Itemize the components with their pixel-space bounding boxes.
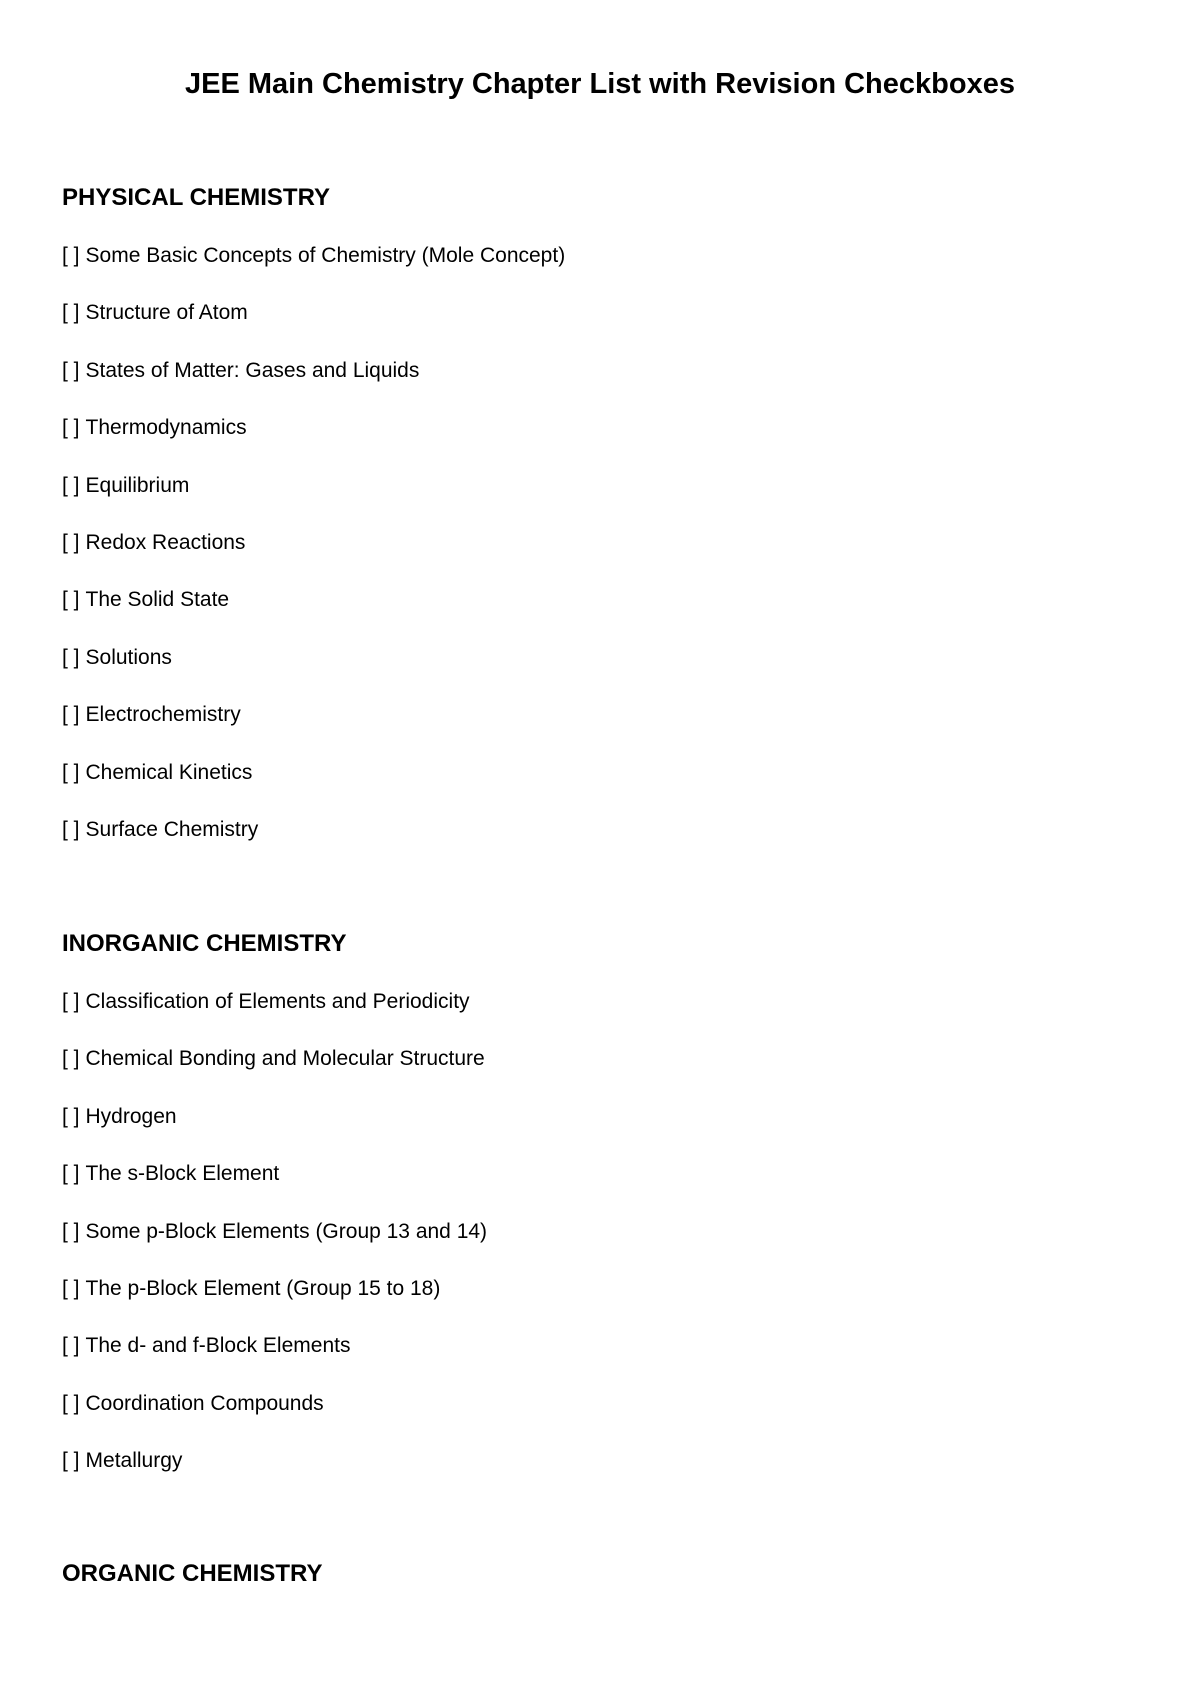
chapter-label: Some Basic Concepts of Chemistry (Mole Concept): [85, 244, 566, 267]
revision-checkbox[interactable]: [ ]: [62, 645, 80, 669]
chapter-item: [62, 643, 1142, 700]
chapter-label: Chemical Kinetics: [85, 760, 253, 784]
chapter-item: [62, 987, 1142, 1044]
revision-checkbox[interactable]: [ ]: [62, 817, 80, 841]
chapter-label: Equilibrium: [85, 473, 190, 497]
chapter-item: [62, 1102, 1142, 1159]
section-physical-chemistry: [62, 183, 1142, 872]
chapter-list: [62, 987, 1142, 1504]
chapter-label: The Solid State: [85, 588, 230, 612]
revision-checkbox[interactable]: [ ]: [62, 990, 80, 1013]
document-title: JEE Main Chemistry Chapter List with Revision Checkboxes: [185, 68, 1015, 100]
chapter-label: The d- and f-Block Elements: [85, 1334, 351, 1358]
chapter-label: Metallurgy: [85, 1449, 183, 1473]
revision-checkbox[interactable]: [ ]: [62, 1334, 80, 1358]
revision-checkbox[interactable]: [ ]: [62, 301, 80, 325]
section-organic-chemistry: [62, 1559, 1142, 1589]
chapter-item: [62, 298, 1142, 355]
chapter-item: [62, 528, 1142, 585]
revision-checkbox[interactable]: [ ]: [62, 760, 80, 784]
revision-checkbox[interactable]: [ ]: [62, 473, 80, 497]
chapter-item: [62, 241, 1142, 298]
revision-checkbox[interactable]: [ ]: [62, 1219, 80, 1243]
chapter-item: [62, 1274, 1142, 1331]
chapter-item: [62, 413, 1142, 470]
chapter-item: [62, 758, 1142, 815]
revision-checkbox[interactable]: [ ]: [62, 1449, 80, 1473]
revision-checkbox[interactable]: [ ]: [62, 244, 80, 267]
chapter-item: [62, 1446, 1142, 1503]
chapter-label: The p-Block Element (Group 15 to 18): [85, 1276, 441, 1300]
revision-checkbox[interactable]: [ ]: [62, 1047, 80, 1071]
chapter-label: Solutions: [85, 645, 172, 669]
chapter-item: [62, 1217, 1142, 1274]
chapter-label: States of Matter: Gases and Liquids: [85, 358, 420, 382]
section-inorganic-chemistry: [62, 929, 1142, 1504]
chapter-item: [62, 1159, 1142, 1216]
revision-checkbox[interactable]: [ ]: [62, 703, 80, 727]
revision-checkbox[interactable]: [ ]: [62, 1104, 80, 1128]
chapter-label: Some p-Block Elements (Group 13 and 14): [85, 1219, 488, 1243]
revision-checkbox[interactable]: [ ]: [62, 1162, 80, 1186]
chapter-item: [62, 1389, 1142, 1446]
chapter-label: Classification of Elements and Periodicity: [85, 990, 470, 1013]
chapter-item: [62, 356, 1142, 413]
revision-checkbox[interactable]: [ ]: [62, 358, 80, 382]
revision-checkbox[interactable]: [ ]: [62, 1391, 80, 1415]
revision-checkbox[interactable]: [ ]: [62, 416, 80, 440]
chapter-label: The s-Block Element: [85, 1162, 280, 1186]
revision-checkbox[interactable]: [ ]: [62, 588, 80, 612]
section-heading: PHYSICAL CHEMISTRY: [62, 184, 331, 211]
chapter-item: [62, 700, 1142, 757]
revision-checkbox[interactable]: [ ]: [62, 530, 80, 554]
chapter-label: Structure of Atom: [85, 301, 248, 325]
chapter-label: Surface Chemistry: [85, 817, 259, 841]
section-heading: INORGANIC CHEMISTRY: [62, 930, 347, 957]
chapter-item: [62, 1331, 1142, 1388]
chapter-label: Hydrogen: [85, 1104, 177, 1128]
chapter-list: [62, 241, 1142, 872]
chapter-item: [62, 1044, 1142, 1101]
section-heading: ORGANIC CHEMISTRY: [62, 1560, 323, 1587]
chapter-label: Chemical Bonding and Molecular Structure: [85, 1047, 485, 1071]
chapter-label: Thermodynamics: [85, 416, 247, 440]
chapter-label: Coordination Compounds: [85, 1391, 324, 1415]
revision-checkbox[interactable]: [ ]: [62, 1276, 80, 1300]
chapter-label: Redox Reactions: [85, 530, 246, 554]
chapter-item: [62, 815, 1142, 872]
chapter-item: [62, 585, 1142, 642]
chapter-item: [62, 471, 1142, 528]
chapter-label: Electrochemistry: [85, 703, 241, 727]
